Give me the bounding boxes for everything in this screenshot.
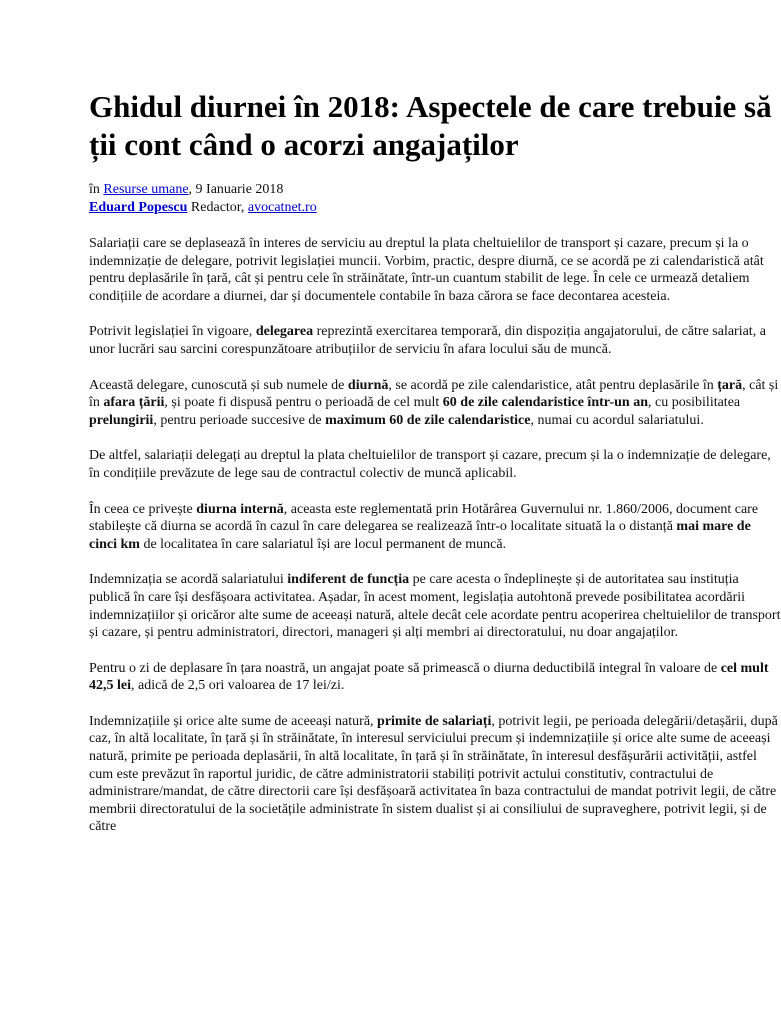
paragraph-text: Indemnizația se acordă salariatului [89,572,288,588]
bold-text: maximum 60 de zile calendaristice [325,412,531,428]
paragraph-text: , adică de 2,5 ori valoarea de 17 lei/zi. [131,678,345,694]
paragraph [89,447,781,482]
bold-text: prelungirii [89,412,154,428]
paragraph-text: de localitatea în care salariatul își are locul permanent de muncă. [139,536,507,552]
paragraph [89,323,781,358]
paragraph [89,377,781,430]
bold-text: primite de salariați [377,713,492,729]
bold-text: afara țării [103,395,165,411]
publish-date: , 9 Ianuarie 2018 [188,182,284,197]
paragraph-text: pe care acesta o îndeplinește și de autoritatea sau instituția publică în care își desfășoara activitatea. Așadar, în acest moment, legislația autohtonă prevede posibilitatea acordării indemnizațiilor și oricăror alte sume de aceeași natură, altele decât cele acordate pentru acoperirea cheltuielilor de transport și cazare, și pentru administratori, directori, manageri și alți membri ai directoratului, nu doar angajaților. [89,572,781,641]
paragraph-text: De altfel, salariații delegați au dreptul la plata cheltuielilor de transport și cazare, precum și la o indemnizație de delegare, în condițiile prevăzute de lege sau de contractul colectiv de muncă aplicabil. [89,448,771,481]
bold-text: indiferent de funcția [287,572,410,588]
bold-text: delegarea [255,324,314,340]
paragraph-text: , cât și în [89,377,779,411]
article [89,88,781,854]
author-line [89,199,781,217]
paragraph-text: În ceea ce privește [89,501,197,517]
author-role: Redactor, [187,200,248,215]
paragraph [89,660,781,695]
paragraph-text: Potrivit legislației în vigoare, [89,324,256,340]
paragraph-text: Pentru o zi de deplasare în țara noastră, un angajat poate să primească o diurna deductibilă integral în valoare de [89,660,721,676]
paragraph [89,571,781,641]
paragraph [89,713,781,836]
bold-text: țară [717,377,743,393]
article-title: Ghidul diurnei în 2018: Aspectele de care trebuie să ții cont când o acorzi angajaților [89,89,772,162]
paragraph-text: Indemnizațiile și orice alte sume de aceeași natură, [89,713,378,729]
bold-text: diurnă [347,377,389,393]
bold-text: 60 de zile calendaristice într-un an [442,395,648,411]
paragraph-text: , și poate fi dispusă pentru o perioadă de cel mult [164,395,443,411]
category-line [89,181,781,199]
category-link[interactable]: Resurse umane [103,182,189,197]
paragraph-text: reprezintă exercitarea temporară, din dispoziția angajatorului, de către salariat, a unor lucrări sau sarcini corespunzătoare atribuțiilor de serviciu în afara locului său de muncă. [89,324,766,357]
bold-text: cel mult 42,5 lei [89,660,769,694]
paragraph-text: , pentru perioade succesive de [153,412,326,428]
article-body [89,235,781,836]
category-prefix: în [89,182,104,197]
paragraph-text: Salariații care se deplasează în interes de serviciu au dreptul la plata cheltuielilor de transport și cazare, precum și la o indemnizație de delegare, potrivit legislației muncii. Vorbim, practic, despre diurnă, ce se acordă pe zi calendaristică atât pentru deplasările în țară, cât și pentru cele în străinătate, într-un cuantum stabilit de lege. În cele ce urmează detaliem condițiile de acordare a diurnei, dar și documentele contabile în baza cărora se face decontarea acesteia. [89,236,764,304]
paragraph-text: Această delegare, cunoscută și sub numele de [89,377,348,393]
paragraph-text: , se acordă pe zile calendaristice, atât pentru deplasările în [388,377,718,393]
paragraph-text: , cu posibilitatea [647,395,741,411]
paragraph [89,235,781,305]
site-link[interactable]: avocatnet.ro [247,200,317,215]
bold-text: mai mare de cinci km [89,519,751,552]
paragraph-text: , potrivit legii, pe perioada delegării/detașării, după caz, în altă localitate, în țară și în străinătate, în interesul serviciului precum și indemnizațiile și orice alte sume de aceeași natură, primite pe perioada deplasării, în altă localitate, în țară și în străinătate, în interesul desfășurării activității, astfel cum este prevăzut în raportul juridic, de către administratorii stabiliți potrivit actului constitutiv, contractului de administrare/mandat, de către directorii care își desfășoară activitatea în baza contractului de mandat potrivit legii, de către membrii directoratului de la societățile administrate în sistem dualist și ai consiliului de supraveghere, potrivit legii, și de către [89,713,778,835]
paragraph-text: , aceasta este reglementată prin Hotărârea Guvernului nr. 1.860/2006, document care stabilește că diurna se acordă în cazul în care delegarea se realizează într-o localitate situată la o distanță [89,501,759,535]
paragraph-text: , numai cu acordul salariatului. [530,412,704,428]
article-meta [89,181,781,217]
paragraph [89,501,781,554]
bold-text: diurna internă [196,501,284,517]
author-link[interactable]: Eduard Popescu [89,200,188,215]
